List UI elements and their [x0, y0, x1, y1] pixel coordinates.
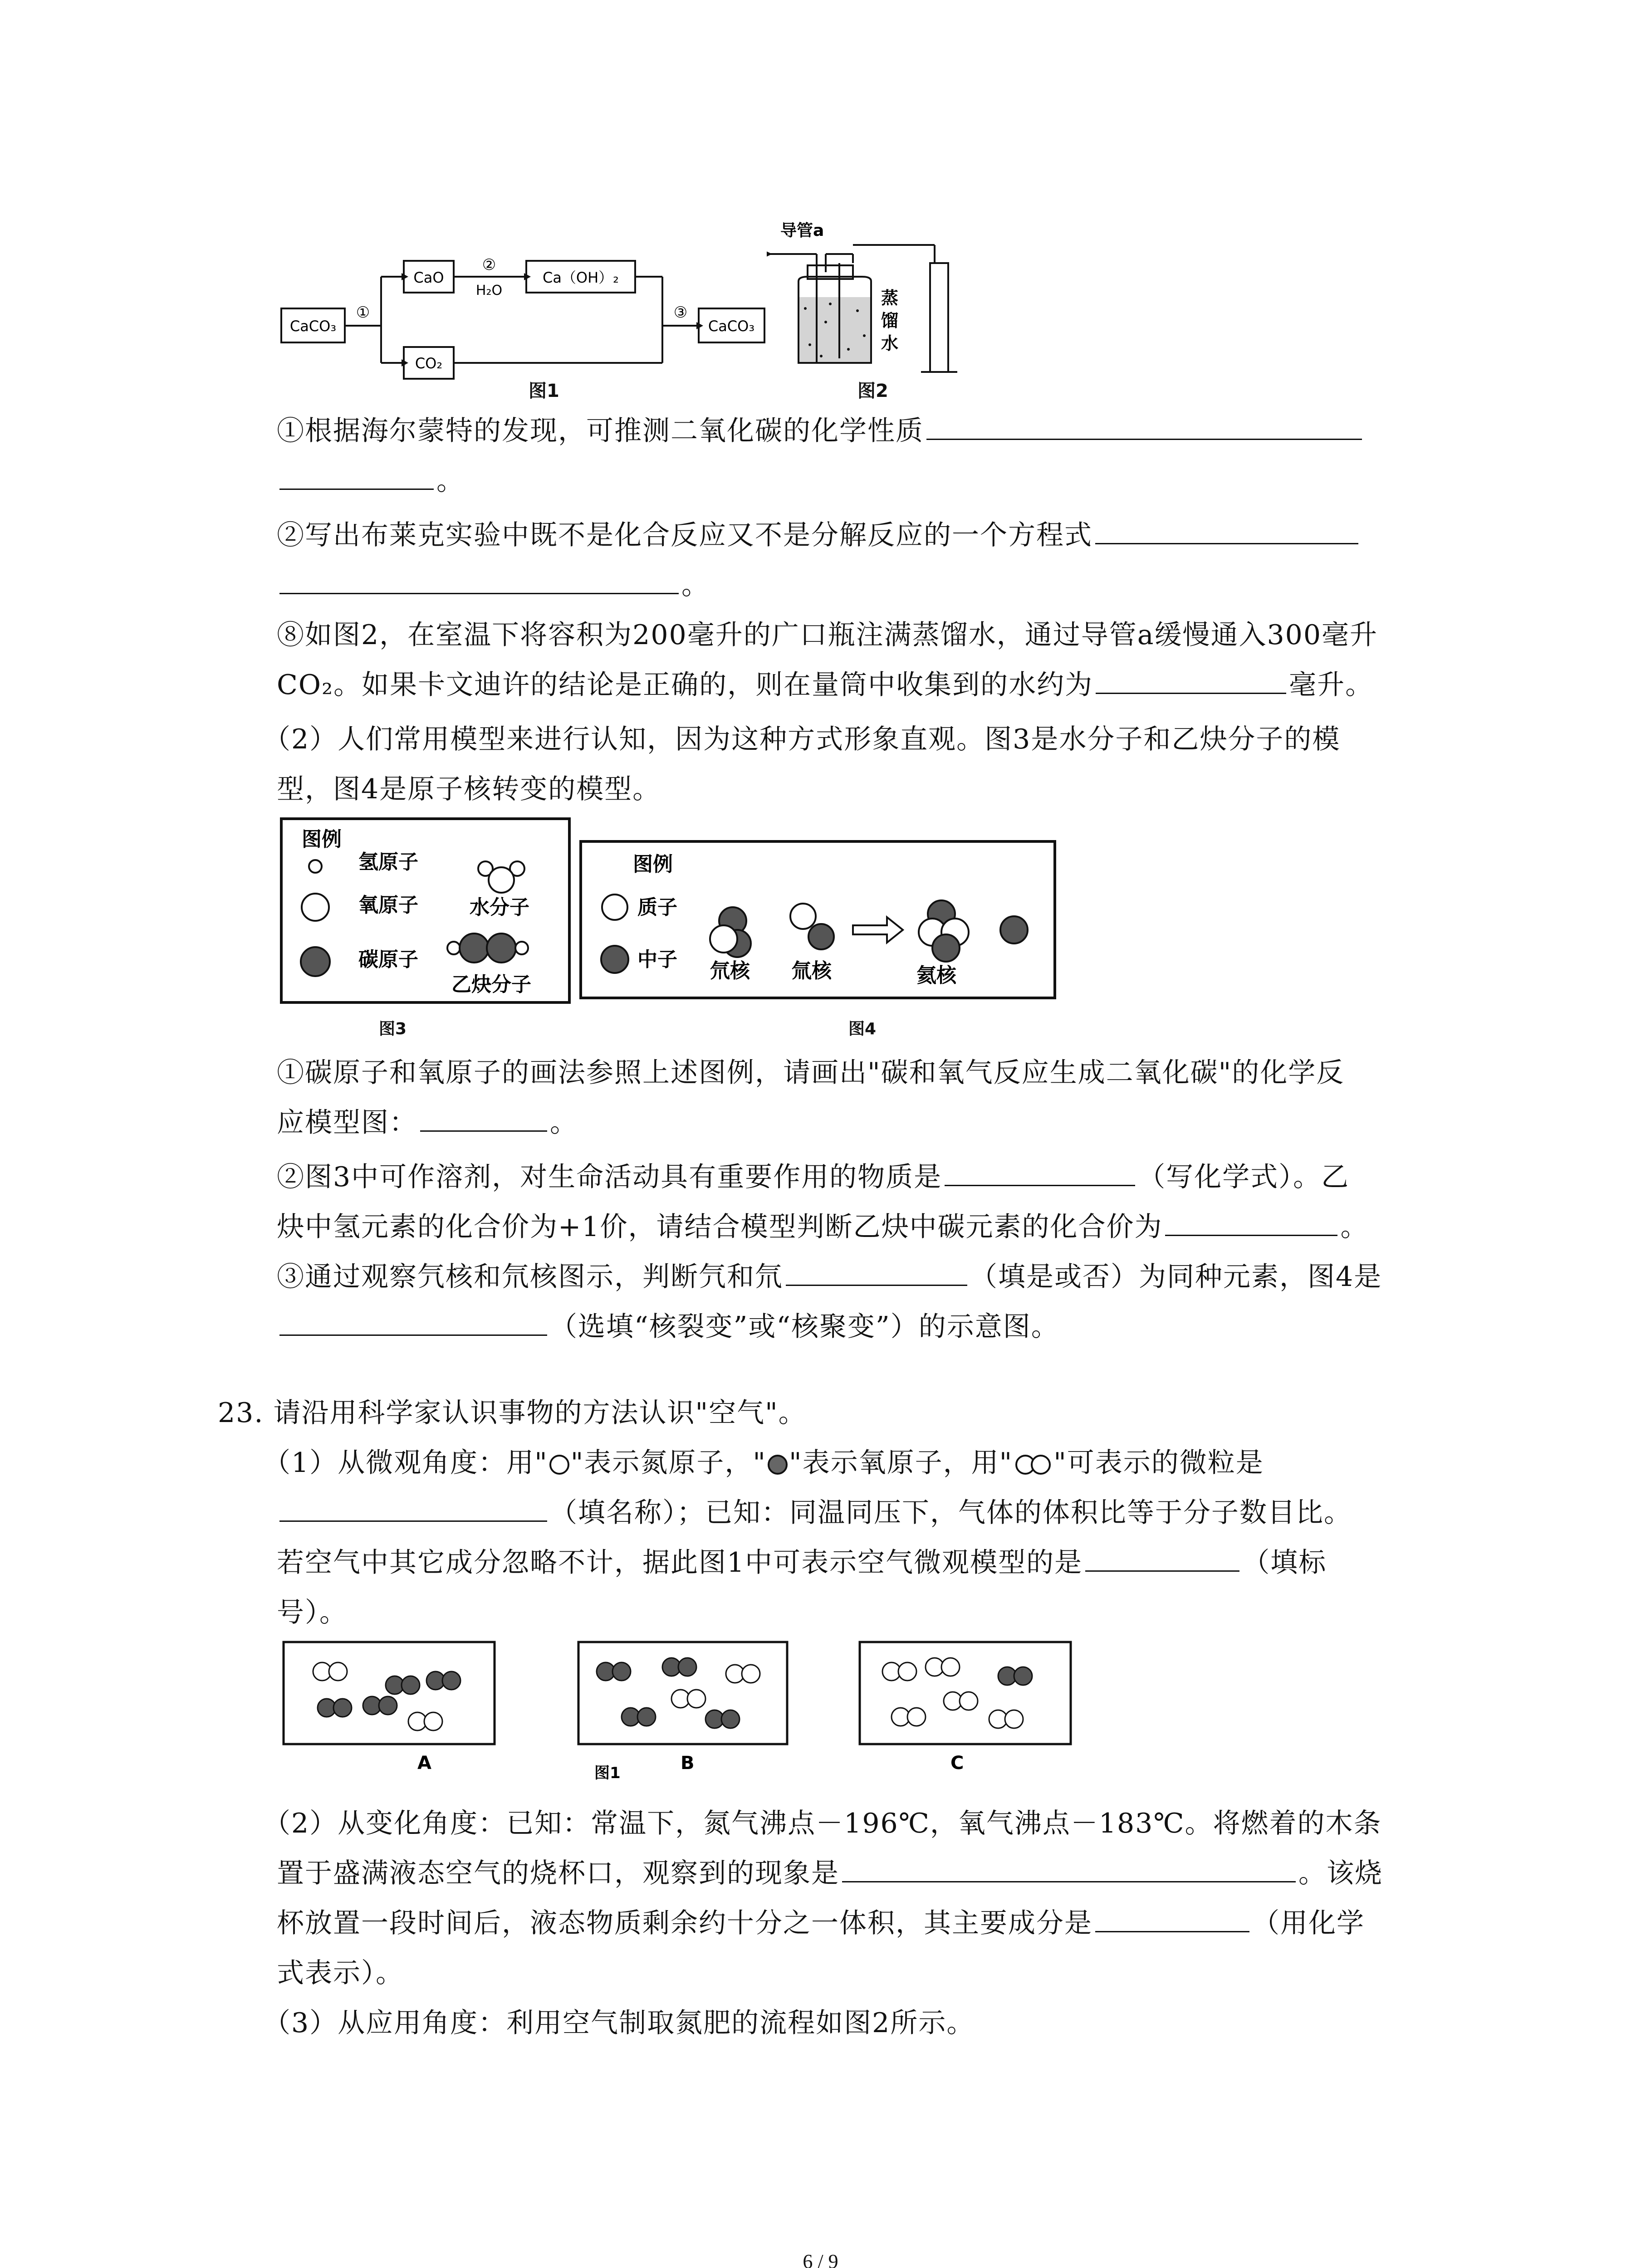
q22-1-line6-unit: 毫升。 — [1289, 669, 1374, 701]
air-model-label-a: A — [417, 1753, 431, 1774]
figure-2-caption: 图2 — [857, 381, 888, 401]
fig4-nucleus3-label: 氦核 — [916, 964, 956, 987]
answer-blank-water-volume[interactable] — [1096, 665, 1286, 694]
q22-3-line4-end: 。 — [1340, 1211, 1369, 1243]
free-neutron-icon — [1000, 916, 1028, 943]
q22-1-line3 — [277, 513, 1361, 558]
q22-3-line5-text: ③通过观察氕核和氘核图示，判断氕和氘 — [277, 1261, 783, 1293]
answer-blank-air-model[interactable] — [1085, 1543, 1239, 1572]
q23-line7 — [277, 1851, 1383, 1896]
q23-line8 — [277, 1901, 1365, 1946]
figure-3-molecule-models — [279, 816, 574, 1007]
figure-1-flow — [272, 245, 794, 386]
q23-line5-text: 号）。 — [277, 1597, 348, 1628]
q23-line7-end: 。该烧 — [1298, 1857, 1383, 1889]
q23-line3 — [277, 1490, 1352, 1535]
page-number: 6 / 9 — [803, 2250, 838, 2268]
q22-3-line5 — [277, 1254, 1382, 1300]
fig1-caoh2: Ca（OH）₂ — [542, 269, 619, 286]
q22-1-line1-text: ①根据海尔蒙特的发现，可推测二氧化碳的化学性质 — [277, 415, 924, 447]
water-molecule-icon — [478, 861, 524, 893]
fig1-step2: ② — [482, 256, 496, 274]
fig3-c-atom-label: 碳原子 — [358, 948, 418, 971]
q22-3-line1-text: ①碳原子和氧原子的画法参照上述图例，请画出"碳和氧气反应生成二氧化碳"的化学反 — [277, 1057, 1345, 1089]
nitrogen-molecule-icon — [1013, 1453, 1053, 1476]
reaction-arrow-icon — [853, 917, 903, 943]
q22-3-line4 — [277, 1204, 1368, 1250]
q23-line5 — [277, 1590, 348, 1635]
q23-line3-text: （填名称）；已知：同温同压下，气体的体积比等于分子数目比。 — [550, 1497, 1352, 1529]
q23-line2-c: "表示氧原子，用" — [789, 1447, 1013, 1479]
fig3-acetylene-label: 乙炔分子 — [451, 973, 531, 996]
answer-blank-equation-cont[interactable] — [279, 566, 679, 594]
fig1-step1: ① — [356, 303, 370, 322]
q23-line2 — [263, 1440, 1264, 1486]
q22-3-line5-end: （填是或否）为同种元素，图4是 — [970, 1261, 1382, 1293]
q23-line2-a: （1）从微观角度：用" — [263, 1447, 548, 1479]
fig3-h-atom-label: 氢原子 — [358, 850, 418, 874]
q23-line8-text: 杯放置一段时间后，液态物质剩余约十分之一体积，其主要成分是 — [277, 1907, 1092, 1939]
answer-blank-solvent-formula[interactable] — [945, 1158, 1135, 1186]
q23-line4-text: 若空气中其它成分忽略不计，据此图1中可表示空气微观模型的是 — [277, 1547, 1083, 1579]
figure-4-nuclear-model — [578, 839, 1059, 1002]
q23-line6 — [263, 1801, 1381, 1846]
figure-2-apparatus — [767, 213, 971, 381]
fig1-cao: CaO — [413, 269, 444, 286]
answer-blank-reaction-model[interactable] — [420, 1103, 547, 1132]
acetylene-molecule-icon — [447, 934, 528, 963]
q22-1-line4 — [277, 562, 710, 608]
q22-1-line2-text: 。 — [436, 465, 465, 497]
q22-3-line6 — [277, 1304, 1059, 1349]
q23-line8-end: （用化学 — [1252, 1907, 1365, 1939]
q22-3-line4-text: 炔中氢元素的化合价为+1价，请结合模型判断乙炔中碳元素的化合价为 — [277, 1211, 1163, 1243]
q22-3-line2-end: 。 — [550, 1107, 578, 1139]
carbon-atom-icon — [301, 947, 330, 976]
fig4-nucleus2-label: 氚核 — [792, 959, 832, 982]
fig1-h2o: H₂O — [475, 283, 503, 298]
q23-line4 — [277, 1540, 1327, 1585]
q22-3-line3 — [277, 1154, 1349, 1200]
q22-2-line2 — [277, 767, 661, 812]
air-model-caption: 图1 — [594, 1764, 621, 1782]
answer-blank-fission-fusion[interactable] — [279, 1307, 547, 1336]
answer-blank-equation[interactable] — [1095, 516, 1358, 544]
neutron-icon — [601, 946, 628, 973]
q23-title-text: 23. 请沿用科学家认识事物的方法认识"空气"。 — [218, 1397, 807, 1429]
answer-blank-carbon-valence[interactable] — [1165, 1207, 1337, 1236]
fig3-water-label: 水分子 — [470, 896, 529, 919]
q23-line6-text: （2）从变化角度：已知：常温下，氮气沸点－196℃，氧气沸点－183℃。将燃着的木条 — [263, 1808, 1382, 1839]
air-model-label-c: C — [950, 1753, 964, 1774]
fig4-legend-title: 图例 — [633, 853, 673, 876]
answer-blank-main-component[interactable] — [1095, 1904, 1249, 1932]
q22-1-line6 — [277, 662, 1373, 708]
q22-2-line1-text: （2）人们常用模型来进行认知，因为这种方式形象直观。图3是水分子和乙炔分子的模 — [263, 723, 1341, 755]
hydrogen-atom-icon — [309, 860, 322, 873]
q23-title — [218, 1390, 807, 1436]
q23-line7-text: 置于盛满液态空气的烧杯口，观察到的现象是 — [277, 1857, 839, 1889]
q22-1-line6-text: CO₂。如果卡文迪许的结论是正确的，则在量筒中收集到的水约为 — [277, 669, 1093, 701]
q22-3-line1 — [277, 1050, 1344, 1095]
figure-3-caption: 图3 — [379, 1020, 407, 1038]
q23-line4-end: （填标 — [1242, 1547, 1327, 1579]
answer-blank-particle-name[interactable] — [279, 1493, 547, 1522]
q23-line9-text: 式表示）。 — [277, 1957, 404, 1989]
fig1-co2: CO₂ — [415, 355, 443, 372]
q22-2-line1 — [263, 717, 1340, 762]
q22-3-line3-end: （写化学式）。乙 — [1138, 1161, 1350, 1193]
air-model-label-b: B — [681, 1753, 695, 1774]
q22-1-line3-text: ②写出布莱克实验中既不是化合反应又不是分解反应的一个方程式 — [277, 519, 1092, 551]
fig1-caco3-right: CaCO₃ — [708, 318, 755, 335]
fig2-water-label-1: 蒸 — [881, 288, 899, 308]
q22-1-line5-text: ⑧如图2，在室温下将容积为200毫升的广口瓶注满蒸馏水，通过导管a缓慢通入300毫升 — [277, 619, 1378, 651]
answer-blank-phenomenon[interactable] — [842, 1854, 1296, 1882]
answer-blank-co2-property[interactable] — [926, 411, 1362, 440]
q22-3-line6-text: （选填“核裂变”或“核聚变”）的示意图。 — [550, 1311, 1059, 1343]
q22-1-line4-text: 。 — [681, 569, 710, 601]
fig3-o-atom-label: 氧原子 — [358, 894, 418, 917]
fig2-water-label-3: 水 — [881, 333, 899, 353]
fig4-nucleus1-label: 氘核 — [710, 959, 750, 982]
fig2-tube-label: 导管a — [780, 221, 824, 240]
q23-line10-text: （3）从应用角度：利用空气制取氮肥的流程如图2所示。 — [263, 2007, 975, 2039]
nitrogen-atom-icon — [548, 1453, 571, 1476]
fig4-neutron-label: 中子 — [637, 948, 677, 971]
figure-1-caption: 图1 — [529, 381, 559, 401]
q22-2-line2-text: 型，图4是原子核转变的模型。 — [277, 773, 661, 805]
oxygen-atom-icon — [766, 1453, 789, 1476]
q22-1-line1 — [277, 408, 1365, 454]
fig4-proton-label: 质子 — [637, 896, 677, 919]
fig1-step3: ③ — [673, 303, 688, 322]
q23-line9 — [277, 1950, 404, 1996]
q22-3-line2-text: 应模型图： — [277, 1107, 417, 1139]
answer-blank-co2-property-cont[interactable] — [279, 461, 434, 490]
proton-icon — [602, 894, 627, 920]
figure-4-caption: 图4 — [848, 1020, 877, 1038]
q23-line10 — [263, 2000, 975, 2046]
air-models-figure — [281, 1640, 1112, 1785]
q22-3-line2 — [277, 1100, 578, 1145]
fig1-caco3-left: CaCO₃ — [289, 318, 337, 335]
oxygen-atom-icon — [302, 894, 329, 921]
q22-1-line5 — [277, 612, 1378, 658]
nucleus-2-icon — [790, 904, 834, 949]
nucleus-3-icon — [919, 900, 969, 962]
fig3-legend-title: 图例 — [302, 828, 342, 851]
fig2-water-label-2: 馏 — [881, 311, 899, 331]
q22-3-line3-text: ②图3中可作溶剂，对生命活动具有重要作用的物质是 — [277, 1161, 942, 1193]
q23-line2-d: "可表示的微粒是 — [1053, 1447, 1264, 1479]
q22-1-line2 — [277, 458, 465, 503]
nucleus-1-icon — [710, 907, 751, 957]
q23-line2-b: "表示氮原子，" — [570, 1447, 766, 1479]
answer-blank-same-element[interactable] — [786, 1257, 967, 1286]
